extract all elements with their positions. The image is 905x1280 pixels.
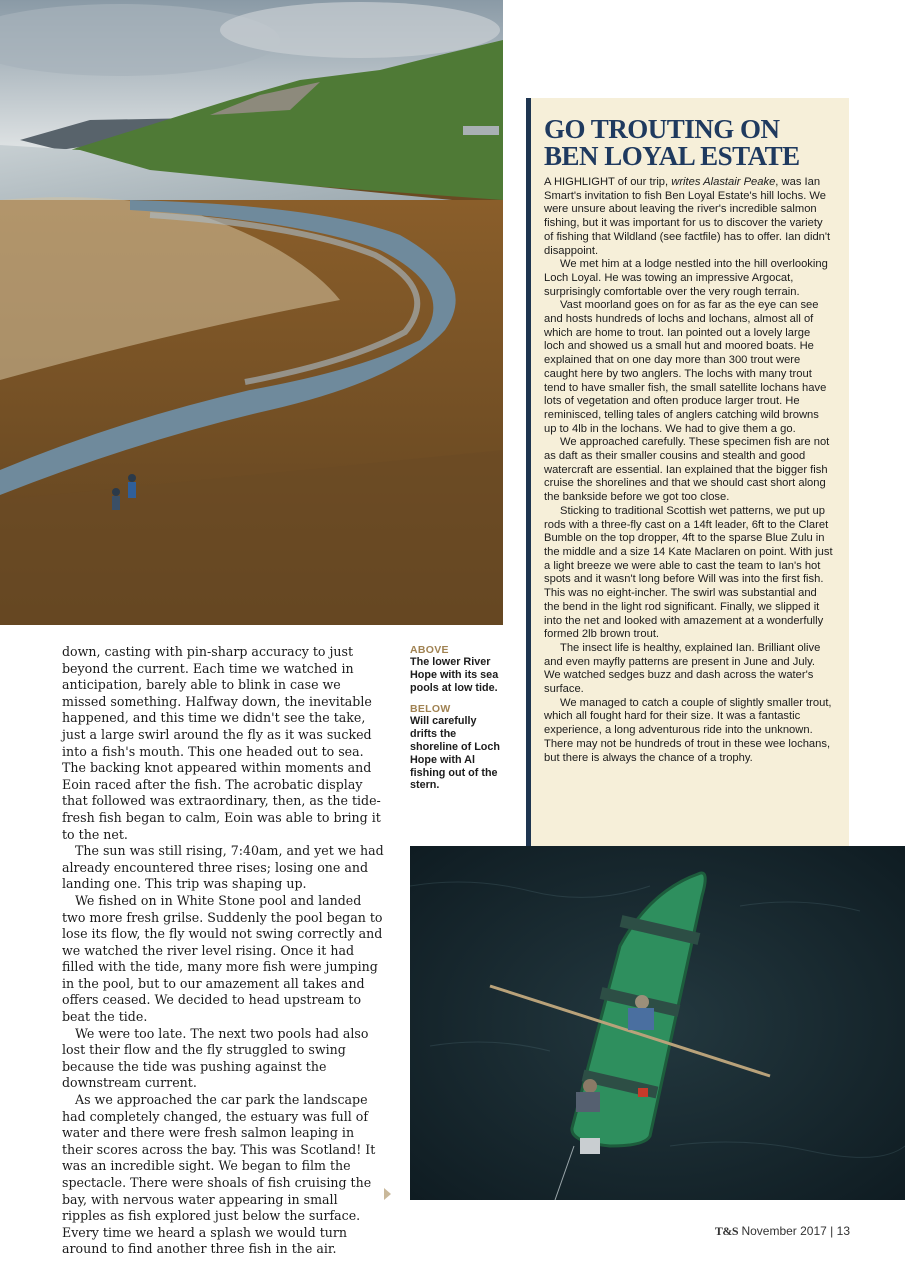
- magazine-brand: T&S: [714, 1224, 739, 1238]
- main-paragraph: We were too late. The next two pools had also lost their flow and the fly struggled to swing because the tide was pushing against the downstream current.: [62, 1025, 369, 1091]
- sidebar-paragraph: The insect life is healthy, explained Ian. Brilliant olive and even mayfly patterns are present in June and July. We watched sedges buzz and dash across the water's surface.: [544, 641, 821, 696]
- sidebar-title-line-1: GO TROUTING ON: [544, 114, 780, 144]
- sidebar-body: [544, 176, 833, 765]
- main-paragraph: The sun was still rising, 7:40am, and yet we had already encountered three rises; losing one and landing one. This trip was shaping up.: [62, 843, 384, 892]
- photo-captions: [410, 644, 506, 801]
- estuary-photo: [0, 0, 503, 625]
- caption-above-label: ABOVE: [410, 644, 449, 656]
- issue-date: November 2017: [741, 1224, 827, 1238]
- boat-photo: [410, 846, 905, 1200]
- main-paragraph: We fished on in White Stone pool and landed two more fresh grilse. Suddenly the pool began to lose its flow, the fly would not swing correctly and we watched the river level rising. Once it had filled with the tide, many more fish were jumping in the pool, but to our amazement all takes and offers ceased. We decided to head upstream to beat the tide.: [62, 892, 383, 1025]
- main-paragraph: down, casting with pin-sharp accuracy to just beyond the current. Each time we watched in anticipation, barely able to blink in case we missed something. Halfway down, the inevitable happened, and this time we didn't see the take, just a large swirl around the fly as it was sucked into a fish's mouth. This one headed out to sea. The backing knot appeared within moments and Eoin raced after the fish. The acrobatic display that followed was extraordinary, then, as the tide-fresh fish began to calm, Eoin was able to bring it to the net.: [62, 644, 381, 842]
- sidebar-paragraph: Sticking to traditional Scottish wet patterns, we put up rods with a three-fly cast on a 14ft leader, 6ft to the Claret Bumble on the top dropper, 4ft to the sparse Blue Zulu in the middle and a size 14 Kate Maclaren on point. With just a light breeze we were able to cast the team to Ian's hot spots and it wasn't long before Will was into the first fish. This was no eight-incher. The swirl was substantial and the bend in the light rod significant. Finally, we slipped it into the net and looked with amazement at a wonderfully formed 2lb brown trout.: [544, 504, 833, 641]
- footer-separator: |: [830, 1224, 834, 1238]
- caption-above-text: The lower River Hope with its sea pools at low tide.: [410, 656, 499, 694]
- sidebar-byline: writes Alastair Peake: [671, 176, 776, 188]
- sidebar-intro-rest: , was Ian Smart's invitation to fish Ben Loyal Estate's hill lochs. We were unsure about leaving the river's incredible salmon fishing, but it was important for us to discover the variety of fishing that Wildland (see factfile) has to offer. Ian didn't disappoint.: [544, 176, 831, 257]
- sidebar-paragraph: We met him at a lodge nestled into the hill overlooking Loch Loyal. He was towing an impressive Argocat, surprisingly comfortable over the very rough terrain.: [544, 258, 828, 298]
- boat-illustration: [410, 846, 905, 1200]
- sidebar-title: [544, 116, 833, 170]
- continue-arrow-icon: [384, 1188, 391, 1200]
- sidebar-accent-rule: [526, 98, 531, 846]
- caption-below-text: Will carefully drifts the shoreline of Loch Hope with Al fishing out of the stern.: [410, 715, 500, 792]
- main-article-column: [62, 644, 384, 1258]
- sidebar-paragraph: Vast moorland goes on for as far as the eye can see and hosts hundreds of lochs and lochans, almost all of which are home to trout. Ian pointed out a lovely large loch and showed us a small hut and moored boats. He explained that on one day more than 300 trout were caught here by two anglers. The lochs with many trout tend to have smaller fish, the small satellite lochans have lots of vegetation and often produce larger trout. He reminisced, telling tales of anglers catching wild browns up to 4lb in the lochans. We had to give them a go.: [544, 299, 827, 435]
- sidebar-box: [526, 98, 849, 846]
- caption-below-label: BELOW: [410, 703, 451, 716]
- main-paragraph: As we approached the car park the landscape had completely changed, the estuary was full of water and there were fresh salmon leaping in their scores across the bay. This was Scotland! It was an incredible sight. We began to film the spectacle. There were shoals of fish cruising the bay, with nervous water appearing in small ripples as fish explored just below the surface. Every time we heard a splash we would turn around to find another three fish in the air.: [62, 1092, 376, 1257]
- sidebar-intro-paragraph: [544, 176, 833, 258]
- page-number: 13: [836, 1224, 850, 1238]
- sidebar-paragraph: We managed to catch a couple of slightly smaller trout, which all fought hard for their size. It was a fantastic experience, a long adventurous ride into the unknown. There may not be hundreds of trout in these wee lochans, but there is always the chance of a trophy.: [544, 696, 832, 764]
- sidebar-paragraph: We approached carefully. These specimen fish are not as daft as their smaller cousins and stealth and good watercraft are essential. Ian explained that the bigger fish cruise the shorelines and that we should cast short along the bankside before we got too close.: [544, 436, 830, 504]
- sidebar-title-line-2: BEN LOYAL ESTATE: [544, 141, 800, 171]
- sidebar-intro-lead: A HIGHLIGHT of our trip,: [544, 176, 672, 188]
- page-footer: [715, 1224, 850, 1239]
- estuary-illustration: [0, 0, 503, 625]
